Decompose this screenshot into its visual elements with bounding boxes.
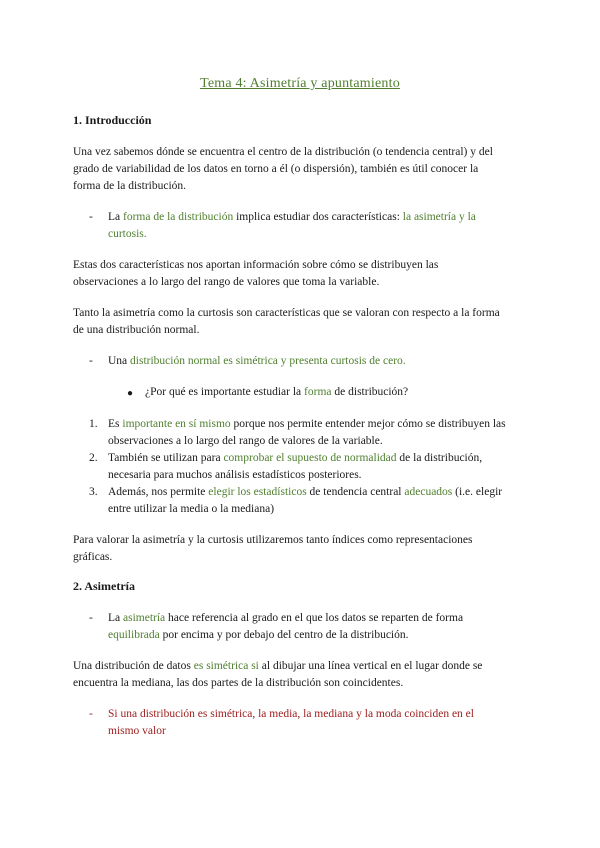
dash-marker: - — [89, 612, 93, 624]
dash-item-asimetria — [108, 610, 528, 627]
paragraph-2-line-2: observaciones a lo largo del rango de valores que toma la variable. — [73, 276, 380, 288]
list-item-1-line-2: observaciones a lo largo del rango de valores de la variable. — [108, 435, 383, 447]
paragraph-3-line-2: de una distribución normal. — [73, 324, 200, 336]
section-heading-introduccion: 1. Introducción — [73, 113, 152, 127]
paragraph-2-line-1: Estas dos características nos aportan información sobre cómo se distribuyen las — [73, 259, 439, 271]
list-item-3 — [108, 484, 533, 501]
text-run: Es — [108, 418, 123, 430]
dash-marker: - — [89, 708, 93, 720]
list-item-2-line-2: necesaria para muchos análisis estadísticos posteriores. — [108, 469, 362, 481]
text-run: de la distribución, — [396, 452, 483, 464]
text-run: ¿Por qué es importante estudiar la — [145, 386, 305, 398]
bullet-item-question — [145, 384, 525, 401]
text-run: de distribución? — [331, 386, 409, 398]
highlight-text: elegir los estadísticos — [208, 486, 307, 498]
dash-item-forma — [108, 209, 528, 226]
highlight-text: asimetría — [123, 612, 166, 624]
text-run: La — [108, 612, 124, 624]
text-run: Una distribución de datos — [73, 660, 194, 672]
text-run: porque nos permite entender mejor cómo se distribuyen las — [230, 418, 506, 430]
list-item-3-line-2: entre utilizar la media o la mediana) — [108, 503, 275, 515]
section-heading-asimetria: 2. Asimetría — [73, 579, 135, 593]
text-run: También se utilizan para — [108, 452, 224, 464]
highlight-text: es simétrica si — [193, 660, 259, 672]
list-item-1 — [108, 416, 533, 433]
highlight-text: la asimetría y la — [402, 211, 476, 223]
dash-item-simetrica-line-1: Si una distribución es simétrica, la media, la mediana y la moda coinciden en el — [108, 708, 474, 720]
list-number: 1. — [89, 418, 98, 430]
list-number: 2. — [89, 452, 98, 464]
paragraph-simetrica-line-2: encuentra la mediana, las dos partes de la distribución son coincidentes. — [73, 677, 404, 689]
text-run: Además, nos permite — [108, 486, 209, 498]
intro-paragraph-line-1: Una vez sabemos dónde se encuentra el centro de la distribución (o tendencia central) y del — [73, 146, 493, 158]
dash-item-forma-line-2: curtosis. — [108, 228, 147, 240]
paragraph-3-line-1: Tanto la asimetría como la curtosis son características que se valoran con respecto a la forma — [73, 307, 500, 319]
dash-item-normal — [108, 353, 528, 370]
highlight-text: forma — [304, 386, 332, 398]
page-title: Tema 4: Asimetría y apuntamiento — [200, 76, 400, 91]
highlight-text: distribución normal es simétrica y presenta curtosis de cero. — [130, 355, 406, 367]
intro-paragraph-line-3: forma de la distribución. — [73, 180, 187, 192]
highlight-text: importante en sí mismo — [122, 418, 231, 430]
intro-paragraph-line-2: grado de variabilidad de los datos en torno a él (o dispersión), también es útil conocer la — [73, 163, 479, 175]
highlight-text: comprobar el supuesto de normalidad — [223, 452, 397, 464]
dash-marker: - — [89, 355, 93, 367]
text-run: de tendencia central — [306, 486, 405, 498]
paragraph-4-line-2: gráficas. — [73, 551, 113, 563]
list-item-2 — [108, 450, 533, 467]
highlight-text: adecuados — [404, 486, 453, 498]
text-run: implica estudiar dos características: — [233, 211, 403, 223]
text-run: Una — [108, 355, 131, 367]
text-run: La — [108, 211, 124, 223]
text-run: (i.e. elegir — [452, 486, 503, 498]
highlight-text: equilibrada — [108, 629, 160, 641]
paragraph-4-line-1: Para valorar la asimetría y la curtosis utilizaremos tanto índices como representaciones — [73, 534, 473, 546]
text-run: al dibujar una línea vertical en el lugar donde se — [258, 660, 483, 672]
dash-marker: - — [89, 211, 93, 223]
dash-item-asimetria-line-2 — [108, 627, 528, 644]
dash-item-simetrica-line-2: mismo valor — [108, 725, 166, 737]
text-run: por encima y por debajo del centro de la distribución. — [159, 629, 409, 641]
text-run: hace referencia al grado en el que los datos se reparten de forma — [165, 612, 464, 624]
highlight-text: forma de la distribución — [123, 211, 234, 223]
bullet-icon: ● — [127, 388, 134, 399]
list-number: 3. — [89, 486, 98, 498]
paragraph-simetrica-line-1 — [73, 658, 528, 675]
